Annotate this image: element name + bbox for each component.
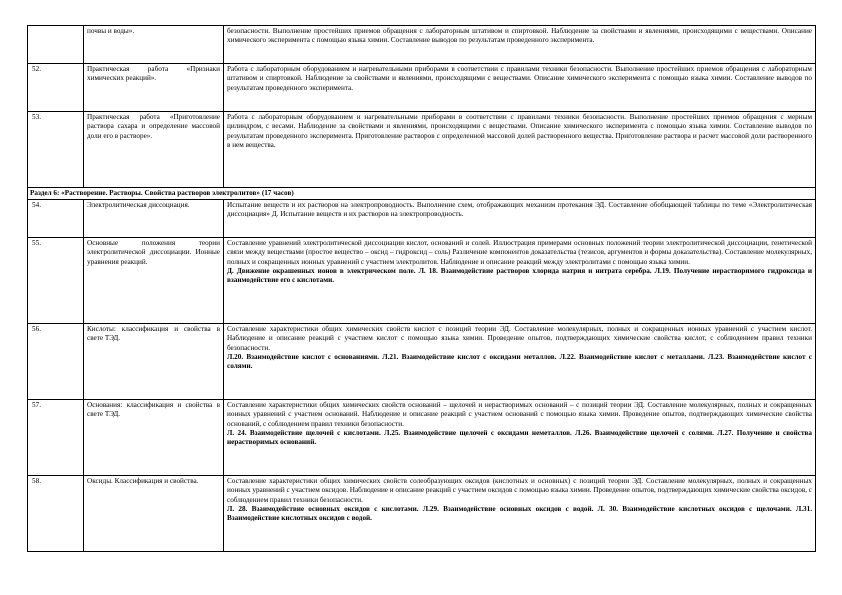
lab-experiments-text: Л. 28. Взаимодействие основных оксидов с кислотами. Л.29. Взаимодействие основных оксидов с водой. Л. 30. Взаимодействие кислотных оксидов с щелочами. Л.31. Взаимодействие кислотных оксидов с водой.: [227, 504, 812, 523]
lab-experiments-text: Л. 24. Взаимодействие щелочей с кислотами. Л.25. Взаимодействие щелочей с оксидами неметаллов. Л.26. Взаимодействие щелочей с солями. Л.27. Получение и свойства нерастворимых оснований.: [227, 428, 812, 447]
activities-text: Работа с лабораторным оборудованием и нагревательными приборами в соответствии с правилами техники безопасности. Выполнение простейших приемов обращения с мерным цилиндром, с весами. Наблюдение за свойствами и явлениями, происходящими с веществами. Описание химического эксперимента с помощью языка химии. Составление выводов по результатам проведенного эксперимента. Приготовление растворов с определенной массовой долей растворенного вещества. Приготовление раствора и расчет массовой доли растворенного в нем вещества.: [227, 113, 812, 149]
table-row: [28, 324, 816, 400]
lab-experiments-text: Л.20. Взаимодействие кислот с основаниями. Л.21. Взаимодействие кислот с оксидами металлов. Л.22. Взаимодействие кислот с металлами. Л.23. Взаимодействие кислот с солями.: [227, 352, 812, 371]
activities-text: Составление характеристики общих химических свойств оснований – щелочей и нерастворимых оснований – с позиций теории ЭД. Составление молекулярных, полных и сокращенных ионных уравнений с участием оснований. Наблюдение и описание реакций с участием оснований с помощью языка химии. Проведение опытов, подтверждающих химические свойства оснований, с соблюдением правил техники безопасности.: [227, 401, 812, 428]
lesson-activities: [224, 26, 816, 64]
lesson-number: 58.: [28, 476, 84, 552]
section-heading: Раздел 6: «Растворение. Растворы. Свойства растворов электролитов» (17 часов): [28, 188, 816, 200]
activities-text: Работа с лабораторным оборудованием и нагревательными приборами в соответствии с правилами техники безопасности. Выполнение простейших приемов обращения с лабораторным штативом и спиртовкой. Наблюдение за свойствами и явлениями, происходящими с веществами. Описание химического эксперимента с помощью языка химии. Составление выводов по результатам проведенного эксперимента.: [227, 65, 812, 92]
lesson-activities: [224, 238, 816, 324]
lesson-topic: Кислоты: классификация и свойства в свете ТЭД.: [84, 324, 224, 400]
lesson-number: 53.: [28, 112, 84, 188]
demo-experiments-text: Д. Движение окрашенных ионов в электрическом поле. Л. 18. Взаимодействие растворов хлорида натрия и нитрата серебра. Л.19. Получение нерастворимого гидроксида и взаимодействие его с кислотами.: [227, 266, 812, 285]
lesson-number: 55.: [28, 238, 84, 324]
activities-text: Составление характеристики общих химических свойств кислот с позиций теории ЭД. Составление молекулярных, полных и сокращенных ионных уравнений с участием кислот. Наблюдение и описание реакций с участием кислот с помощью языка химии. Проведение опытов, подтверждающих химические свойства кислот, с соблюдением правил техники безопасности.: [227, 325, 812, 352]
lesson-topic: почвы и воды».: [84, 26, 224, 64]
activities-text: Испытание веществ и их растворов на электропроводность. Выполнение схем, отображающих механизм протекания ЭД. Составление обобщающей таблицы по теме «Электролитическая диссоциация» Д. Испытание веществ и их растворов на электропроводность.: [227, 201, 812, 219]
table-row: [28, 26, 816, 64]
activities-text: Составление характеристики общих химических свойств солеобразующих оксидов (кислотных и основных) с позиций теории ЭД. Составление молекулярных, полных и сокращенных ионных уравнений с участием оксидов. Наблюдение и описание реакций с участием оксидов с помощью языка химии. Проведение опытов, подтверждающих химические свойства оксидов, с соблюдением правил техники безопасности.: [227, 477, 812, 504]
lesson-topic: Электролитическая диссоциация.: [84, 200, 224, 238]
lesson-activities: [224, 64, 816, 112]
activities-text: Составление уравнений электролитической диссоциации кислот, оснований и солей. Иллюстрация примерами основных положений теории электролитической диссоциации, генетической связи между веществами (простое вещество – оксид – гидроксид – соль) Различение компонентов доказательства (тезисов, аргументов и формы доказательства). Составление молекулярных, полных и сокращенных ионных уравнений с участием электролитов. Наблюдение и описание реакций между электролитами с помощью языка химии.: [227, 239, 812, 266]
table-row: [28, 476, 816, 552]
table-row: [28, 112, 816, 188]
lesson-number: [28, 26, 84, 64]
lesson-topic: Основные положения теории электролитической диссоциации. Ионные уравнения реакций.: [84, 238, 224, 324]
activities-text: безопасности. Выполнение простейших приемов обращения с лабораторным штативом и спиртовкой. Наблюдение за свойствами и явлениями, происходящими с веществами. Описание химического эксперимента с помощью языка химии. Составление выводов по результатам проведенного эксперимента.: [227, 27, 812, 45]
lesson-topic: Оксиды. Классификация и свойства.: [84, 476, 224, 552]
lesson-number: 52.: [28, 64, 84, 112]
table-row: [28, 238, 816, 324]
lesson-topic: Практическая работа «Признаки химических реакций».: [84, 64, 224, 112]
lesson-number: 56.: [28, 324, 84, 400]
table-row: [28, 400, 816, 476]
section-row: [28, 188, 816, 200]
lesson-activities: [224, 476, 816, 552]
lesson-number: 57.: [28, 400, 84, 476]
table-row: [28, 200, 816, 238]
lesson-activities: [224, 400, 816, 476]
lesson-activities: [224, 324, 816, 400]
lesson-topic: Практическая работа «Приготовление раствора сахара и определение массовой доли его в растворе».: [84, 112, 224, 188]
table-row: [28, 64, 816, 112]
lesson-number: 54.: [28, 200, 84, 238]
lesson-activities: [224, 200, 816, 238]
lesson-activities: [224, 112, 816, 188]
lesson-topic: Основания: классификация и свойства в свете ТЭД.: [84, 400, 224, 476]
lesson-plan-table: [27, 25, 816, 552]
